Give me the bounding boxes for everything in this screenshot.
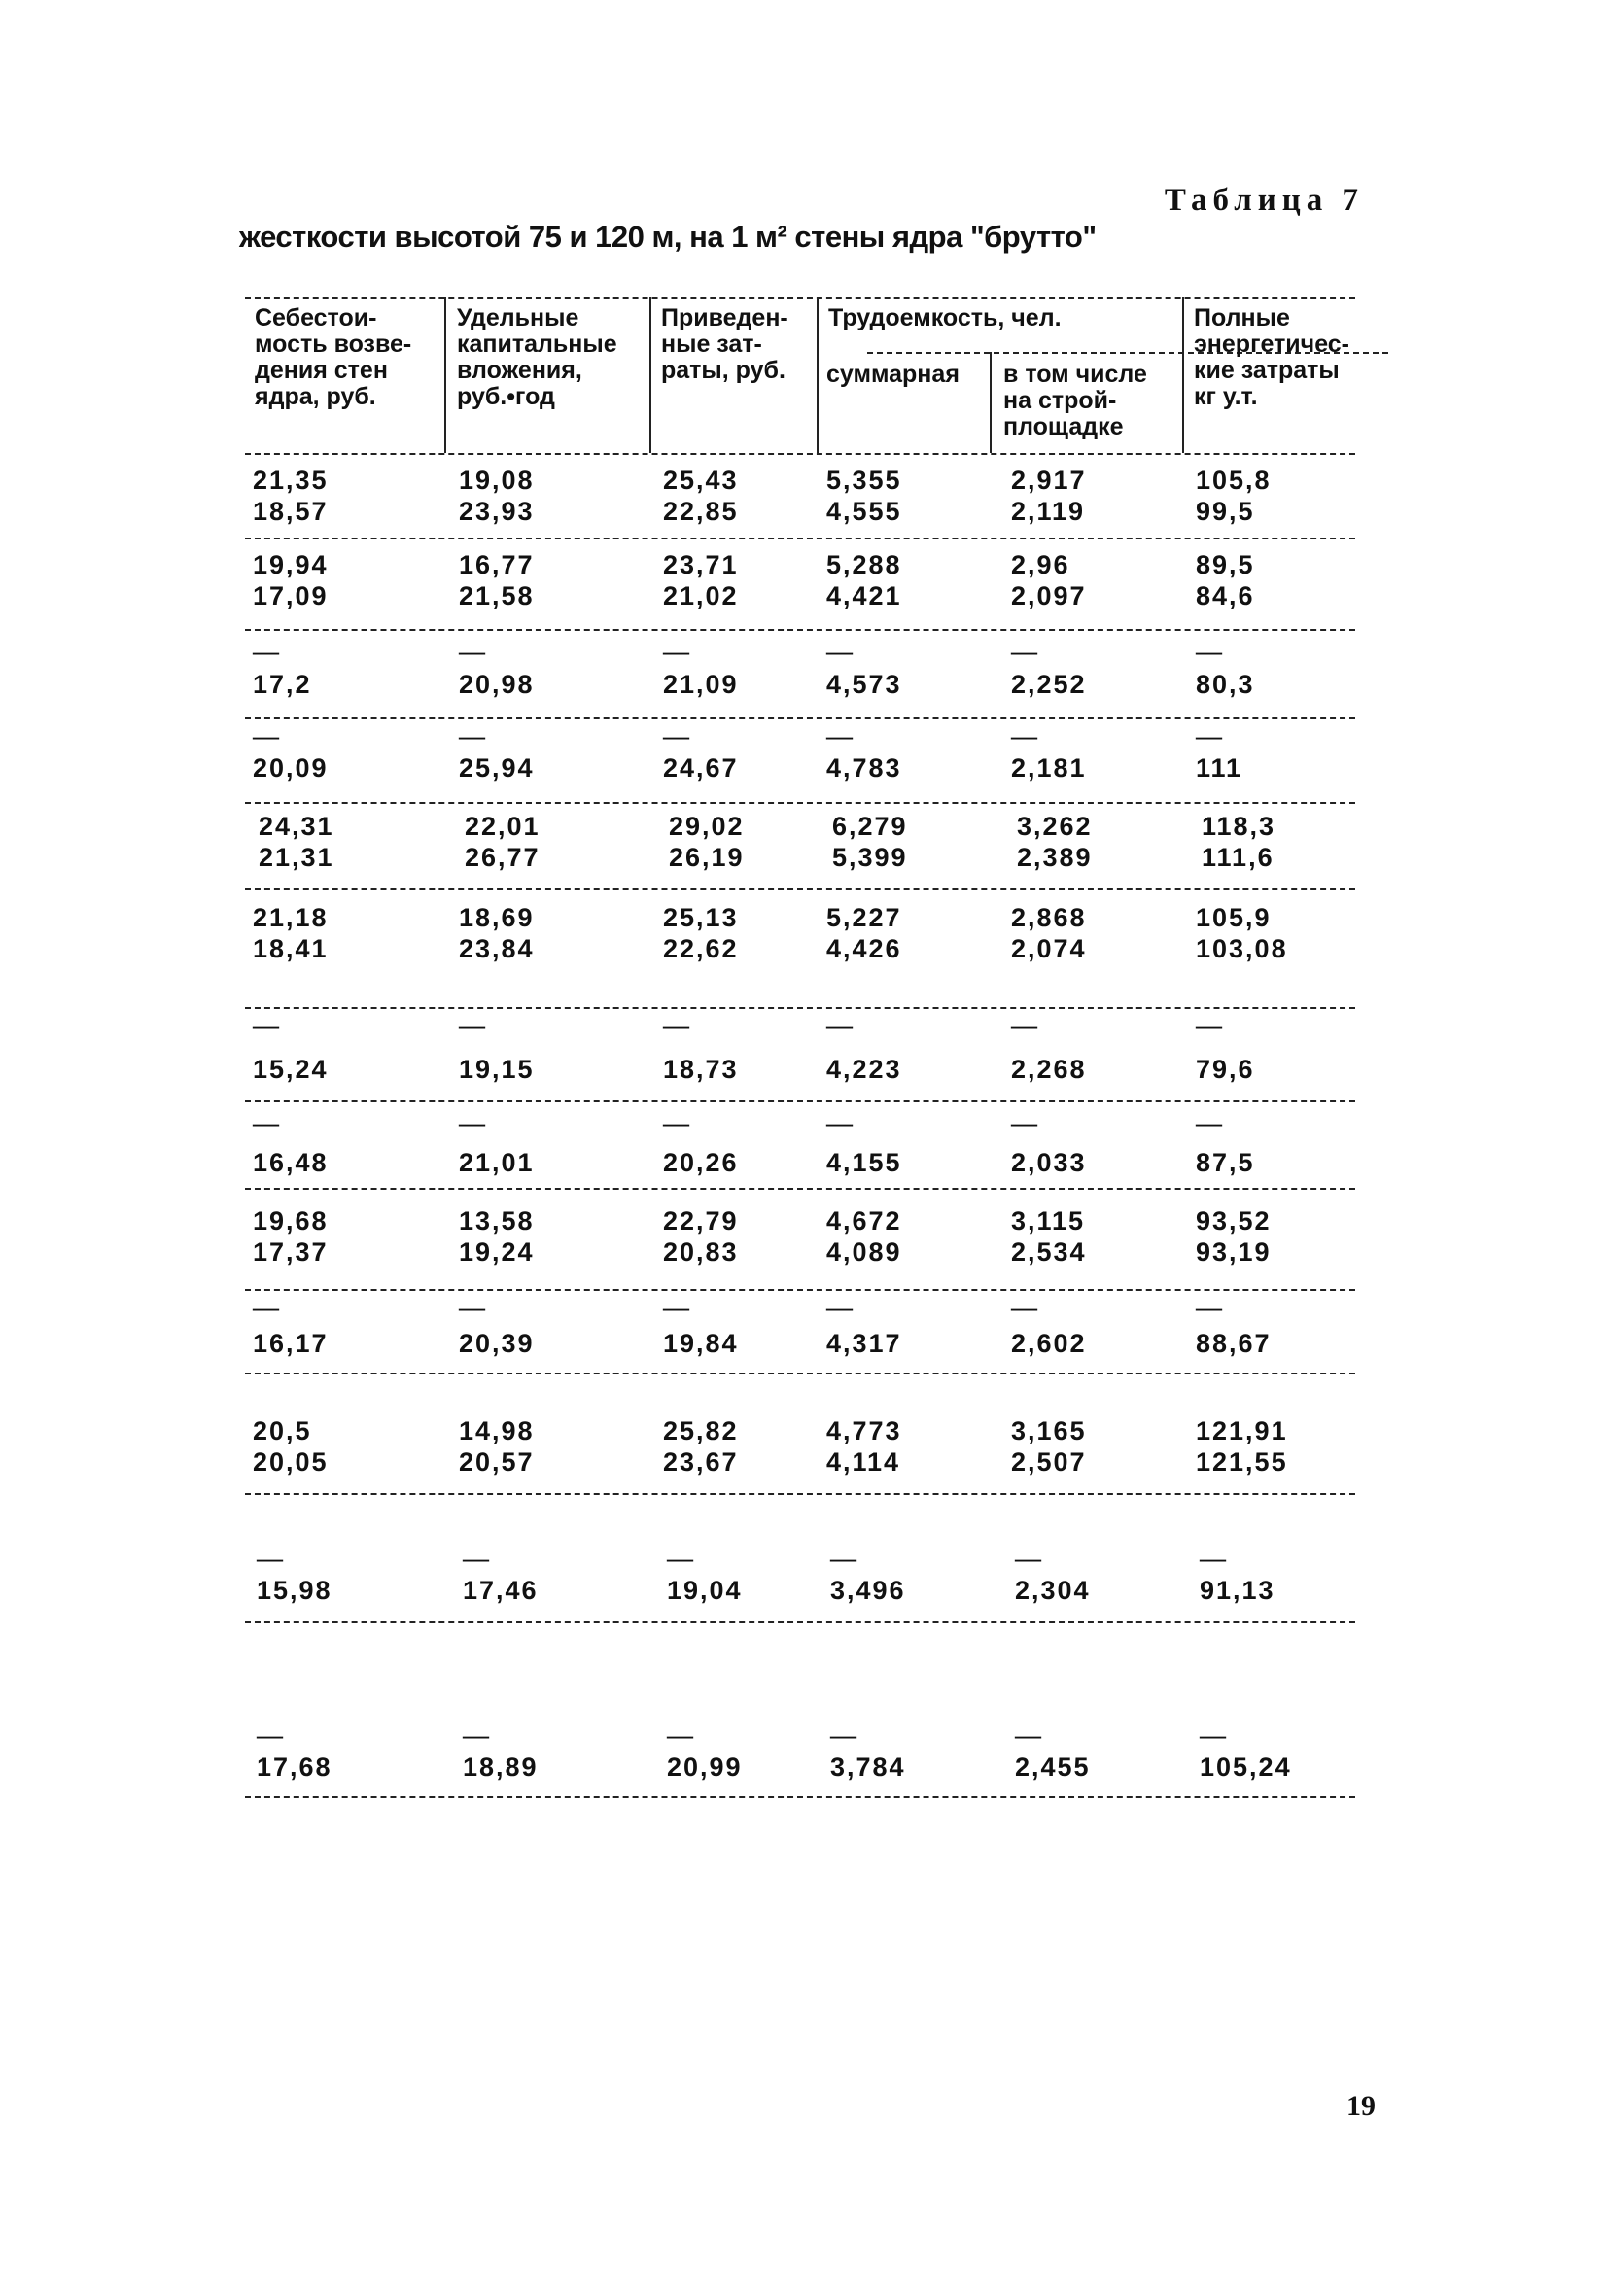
cell-labor-total: 3,784	[830, 1753, 906, 1782]
cell-energy: 91,13	[1200, 1576, 1275, 1605]
dash-mark: —	[826, 637, 853, 666]
cell-labor-site: 2,455	[1015, 1753, 1091, 1782]
cell-energy: 88,67	[1196, 1329, 1272, 1358]
cell-cost: 17,2	[253, 670, 312, 699]
dash-mark: —	[663, 1293, 689, 1322]
cell-labor-total: 3,496	[830, 1576, 906, 1605]
dash-mark: —	[253, 721, 279, 750]
cell-labor-site: 2,602	[1011, 1329, 1087, 1358]
cell-labor-total: 5,355 4,555	[826, 466, 902, 526]
dash-mark: —	[1196, 1293, 1222, 1322]
dash-mark: —	[826, 1293, 853, 1322]
cell-labor-site: 2,917 2,119	[1011, 466, 1087, 526]
dash-mark: —	[663, 1108, 689, 1137]
cell-cost: 16,48	[253, 1148, 329, 1177]
cell-cost: 17,68	[257, 1753, 332, 1782]
cell-reduced: 25,43 22,85	[663, 466, 739, 526]
row-rule	[245, 629, 1355, 631]
cell-cost: 19,68 17,37	[253, 1206, 329, 1267]
cell-cost: 20,09	[253, 753, 329, 783]
cell-reduced: 20,26	[663, 1148, 739, 1177]
dash-mark: —	[253, 1293, 279, 1322]
cell-reduced: 21,09	[663, 670, 739, 699]
header-divider	[649, 297, 651, 453]
cell-capital: 20,39	[459, 1329, 535, 1358]
dash-mark: —	[663, 637, 689, 666]
header-cost: Себестои- мость возве- дения стен ядра, руб.	[255, 304, 412, 410]
dash-mark: —	[257, 1721, 283, 1750]
cell-reduced: 24,67	[663, 753, 739, 783]
dash-mark: —	[463, 1544, 489, 1573]
dash-mark: —	[1196, 721, 1222, 750]
cell-labor-total: 4,573	[826, 670, 902, 699]
cell-cost: 19,94 17,09	[253, 550, 329, 610]
dash-mark: —	[1015, 1544, 1041, 1573]
cell-labor-site: 3,115 2,534	[1011, 1206, 1087, 1267]
table-caption: жесткости высотой 75 и 120 м, на 1 м² стены ядра "брутто"	[239, 220, 1097, 254]
dash-mark: —	[1196, 637, 1222, 666]
cell-energy: 105,8 99,5	[1196, 466, 1272, 526]
cell-reduced: 19,04	[667, 1576, 743, 1605]
dash-mark: —	[830, 1544, 856, 1573]
row-rule	[245, 1621, 1355, 1623]
cell-cost: 21,18 18,41	[253, 903, 329, 963]
dash-mark: —	[1011, 721, 1037, 750]
cell-reduced: 19,84	[663, 1329, 739, 1358]
dash-mark: —	[459, 1011, 485, 1040]
table-header	[245, 297, 1355, 453]
cell-labor-total: 4,773 4,114	[826, 1416, 902, 1477]
cell-labor-total: 4,223	[826, 1055, 902, 1084]
dash-mark: —	[1011, 637, 1037, 666]
dash-mark: —	[663, 721, 689, 750]
cell-labor-site: 2,033	[1011, 1148, 1087, 1177]
cell-capital: 25,94	[459, 753, 535, 783]
cell-cost: 16,17	[253, 1329, 329, 1358]
header-divider	[817, 297, 819, 453]
row-rule	[245, 1289, 1355, 1291]
cell-energy: 105,9 103,08	[1196, 903, 1288, 963]
row-rule	[245, 888, 1355, 890]
dash-mark: —	[1015, 1721, 1041, 1750]
row-rule	[245, 802, 1355, 804]
row-rule	[245, 717, 1355, 719]
dash-mark: —	[257, 1544, 283, 1573]
cell-labor-site: 2,868 2,074	[1011, 903, 1087, 963]
cell-reduced: 20,99	[667, 1753, 743, 1782]
dash-mark: —	[253, 1108, 279, 1137]
dash-mark: —	[826, 1108, 853, 1137]
header-labor-total: суммарная	[826, 361, 960, 388]
dash-mark: —	[826, 1011, 853, 1040]
cell-energy: 105,24	[1200, 1753, 1292, 1782]
dash-mark: —	[667, 1544, 693, 1573]
cell-energy: 89,5 84,6	[1196, 550, 1255, 610]
cell-capital: 21,01	[459, 1148, 535, 1177]
dash-mark: —	[1011, 1293, 1037, 1322]
cell-capital: 17,46	[463, 1576, 539, 1605]
cell-capital: 20,98	[459, 670, 535, 699]
dash-mark: —	[459, 1293, 485, 1322]
cell-labor-site: 2,96 2,097	[1011, 550, 1087, 610]
cell-energy: 111	[1196, 753, 1243, 783]
cell-capital: 18,89	[463, 1753, 539, 1782]
cell-cost: 15,98	[257, 1576, 332, 1605]
table-label: Таблица 7	[1164, 183, 1364, 218]
cell-capital: 19,08 23,93	[459, 466, 535, 526]
cell-labor-site: 3,262 2,389	[1017, 812, 1093, 872]
cell-labor-site: 2,304	[1015, 1576, 1091, 1605]
dash-mark: —	[1200, 1544, 1226, 1573]
dash-mark: —	[663, 1011, 689, 1040]
dash-mark: —	[253, 637, 279, 666]
cell-cost: 24,31 21,31	[259, 812, 334, 872]
cell-labor-total: 4,317	[826, 1329, 902, 1358]
cell-energy: 79,6	[1196, 1055, 1255, 1084]
header-labor-group: Трудоемкость, чел.	[828, 304, 1062, 331]
cell-energy: 118,3 111,6	[1202, 812, 1276, 872]
row-rule	[245, 1493, 1355, 1495]
cell-energy: 93,52 93,19	[1196, 1206, 1272, 1267]
row-rule	[245, 538, 1355, 539]
cell-reduced: 23,71 21,02	[663, 550, 739, 610]
cell-labor-site: 2,268	[1011, 1055, 1087, 1084]
dash-mark: —	[1196, 1108, 1222, 1137]
header-reduced-costs: Приведен- ные зат- раты, руб.	[661, 304, 788, 384]
row-rule	[245, 1188, 1355, 1190]
dash-mark: —	[459, 1108, 485, 1137]
cell-cost: 21,35 18,57	[253, 466, 329, 526]
cell-reduced: 22,79 20,83	[663, 1206, 739, 1267]
cell-capital: 22,01 26,77	[465, 812, 541, 872]
dash-mark: —	[1011, 1108, 1037, 1137]
cell-energy: 121,91 121,55	[1196, 1416, 1288, 1477]
dash-mark: —	[459, 721, 485, 750]
dash-mark: —	[667, 1721, 693, 1750]
cell-reduced: 25,13 22,62	[663, 903, 739, 963]
dash-mark: —	[1196, 1011, 1222, 1040]
header-divider	[1182, 297, 1184, 453]
dash-mark: —	[1200, 1721, 1226, 1750]
header-subdivider	[990, 352, 992, 453]
cell-capital: 13,58 19,24	[459, 1206, 535, 1267]
cell-labor-total: 5,227 4,426	[826, 903, 902, 963]
dash-mark: —	[459, 637, 485, 666]
header-labor-site: в том числе на строй- площадке	[1003, 361, 1147, 440]
cell-capital: 18,69 23,84	[459, 903, 535, 963]
cell-cost: 15,24	[253, 1055, 329, 1084]
row-rule	[245, 1796, 1355, 1798]
cell-labor-total: 4,155	[826, 1148, 902, 1177]
cell-labor-site: 3,165 2,507	[1011, 1416, 1087, 1477]
cell-energy: 87,5	[1196, 1148, 1255, 1177]
dash-mark: —	[826, 721, 853, 750]
dash-mark: —	[1011, 1011, 1037, 1040]
cell-reduced: 25,82 23,67	[663, 1416, 739, 1477]
cell-labor-total: 4,783	[826, 753, 902, 783]
dash-mark: —	[253, 1011, 279, 1040]
cell-capital: 19,15	[459, 1055, 535, 1084]
cell-capital: 16,77 21,58	[459, 550, 535, 610]
cell-reduced: 18,73	[663, 1055, 739, 1084]
cell-reduced: 29,02 26,19	[669, 812, 745, 872]
cell-labor-site: 2,252	[1011, 670, 1087, 699]
cell-labor-total: 4,672 4,089	[826, 1206, 902, 1267]
header-bottom-rule	[245, 453, 1355, 455]
row-rule	[245, 1007, 1355, 1009]
cell-cost: 20,5 20,05	[253, 1416, 329, 1477]
row-rule	[245, 1100, 1355, 1102]
cell-labor-total: 5,288 4,421	[826, 550, 902, 610]
header-capital: Удельные капитальные вложения, руб.•год	[457, 304, 617, 410]
dash-mark: —	[463, 1721, 489, 1750]
cell-capital: 14,98 20,57	[459, 1416, 535, 1477]
cell-labor-total: 6,279 5,399	[832, 812, 908, 872]
row-rule	[245, 1373, 1355, 1374]
header-energy: Полные энергетичес- кие затраты кг у.т.	[1194, 304, 1349, 410]
header-divider	[444, 297, 446, 453]
dash-mark: —	[830, 1721, 856, 1750]
cell-labor-site: 2,181	[1011, 753, 1087, 783]
page-number: 19	[1346, 2090, 1376, 2122]
cell-energy: 80,3	[1196, 670, 1255, 699]
